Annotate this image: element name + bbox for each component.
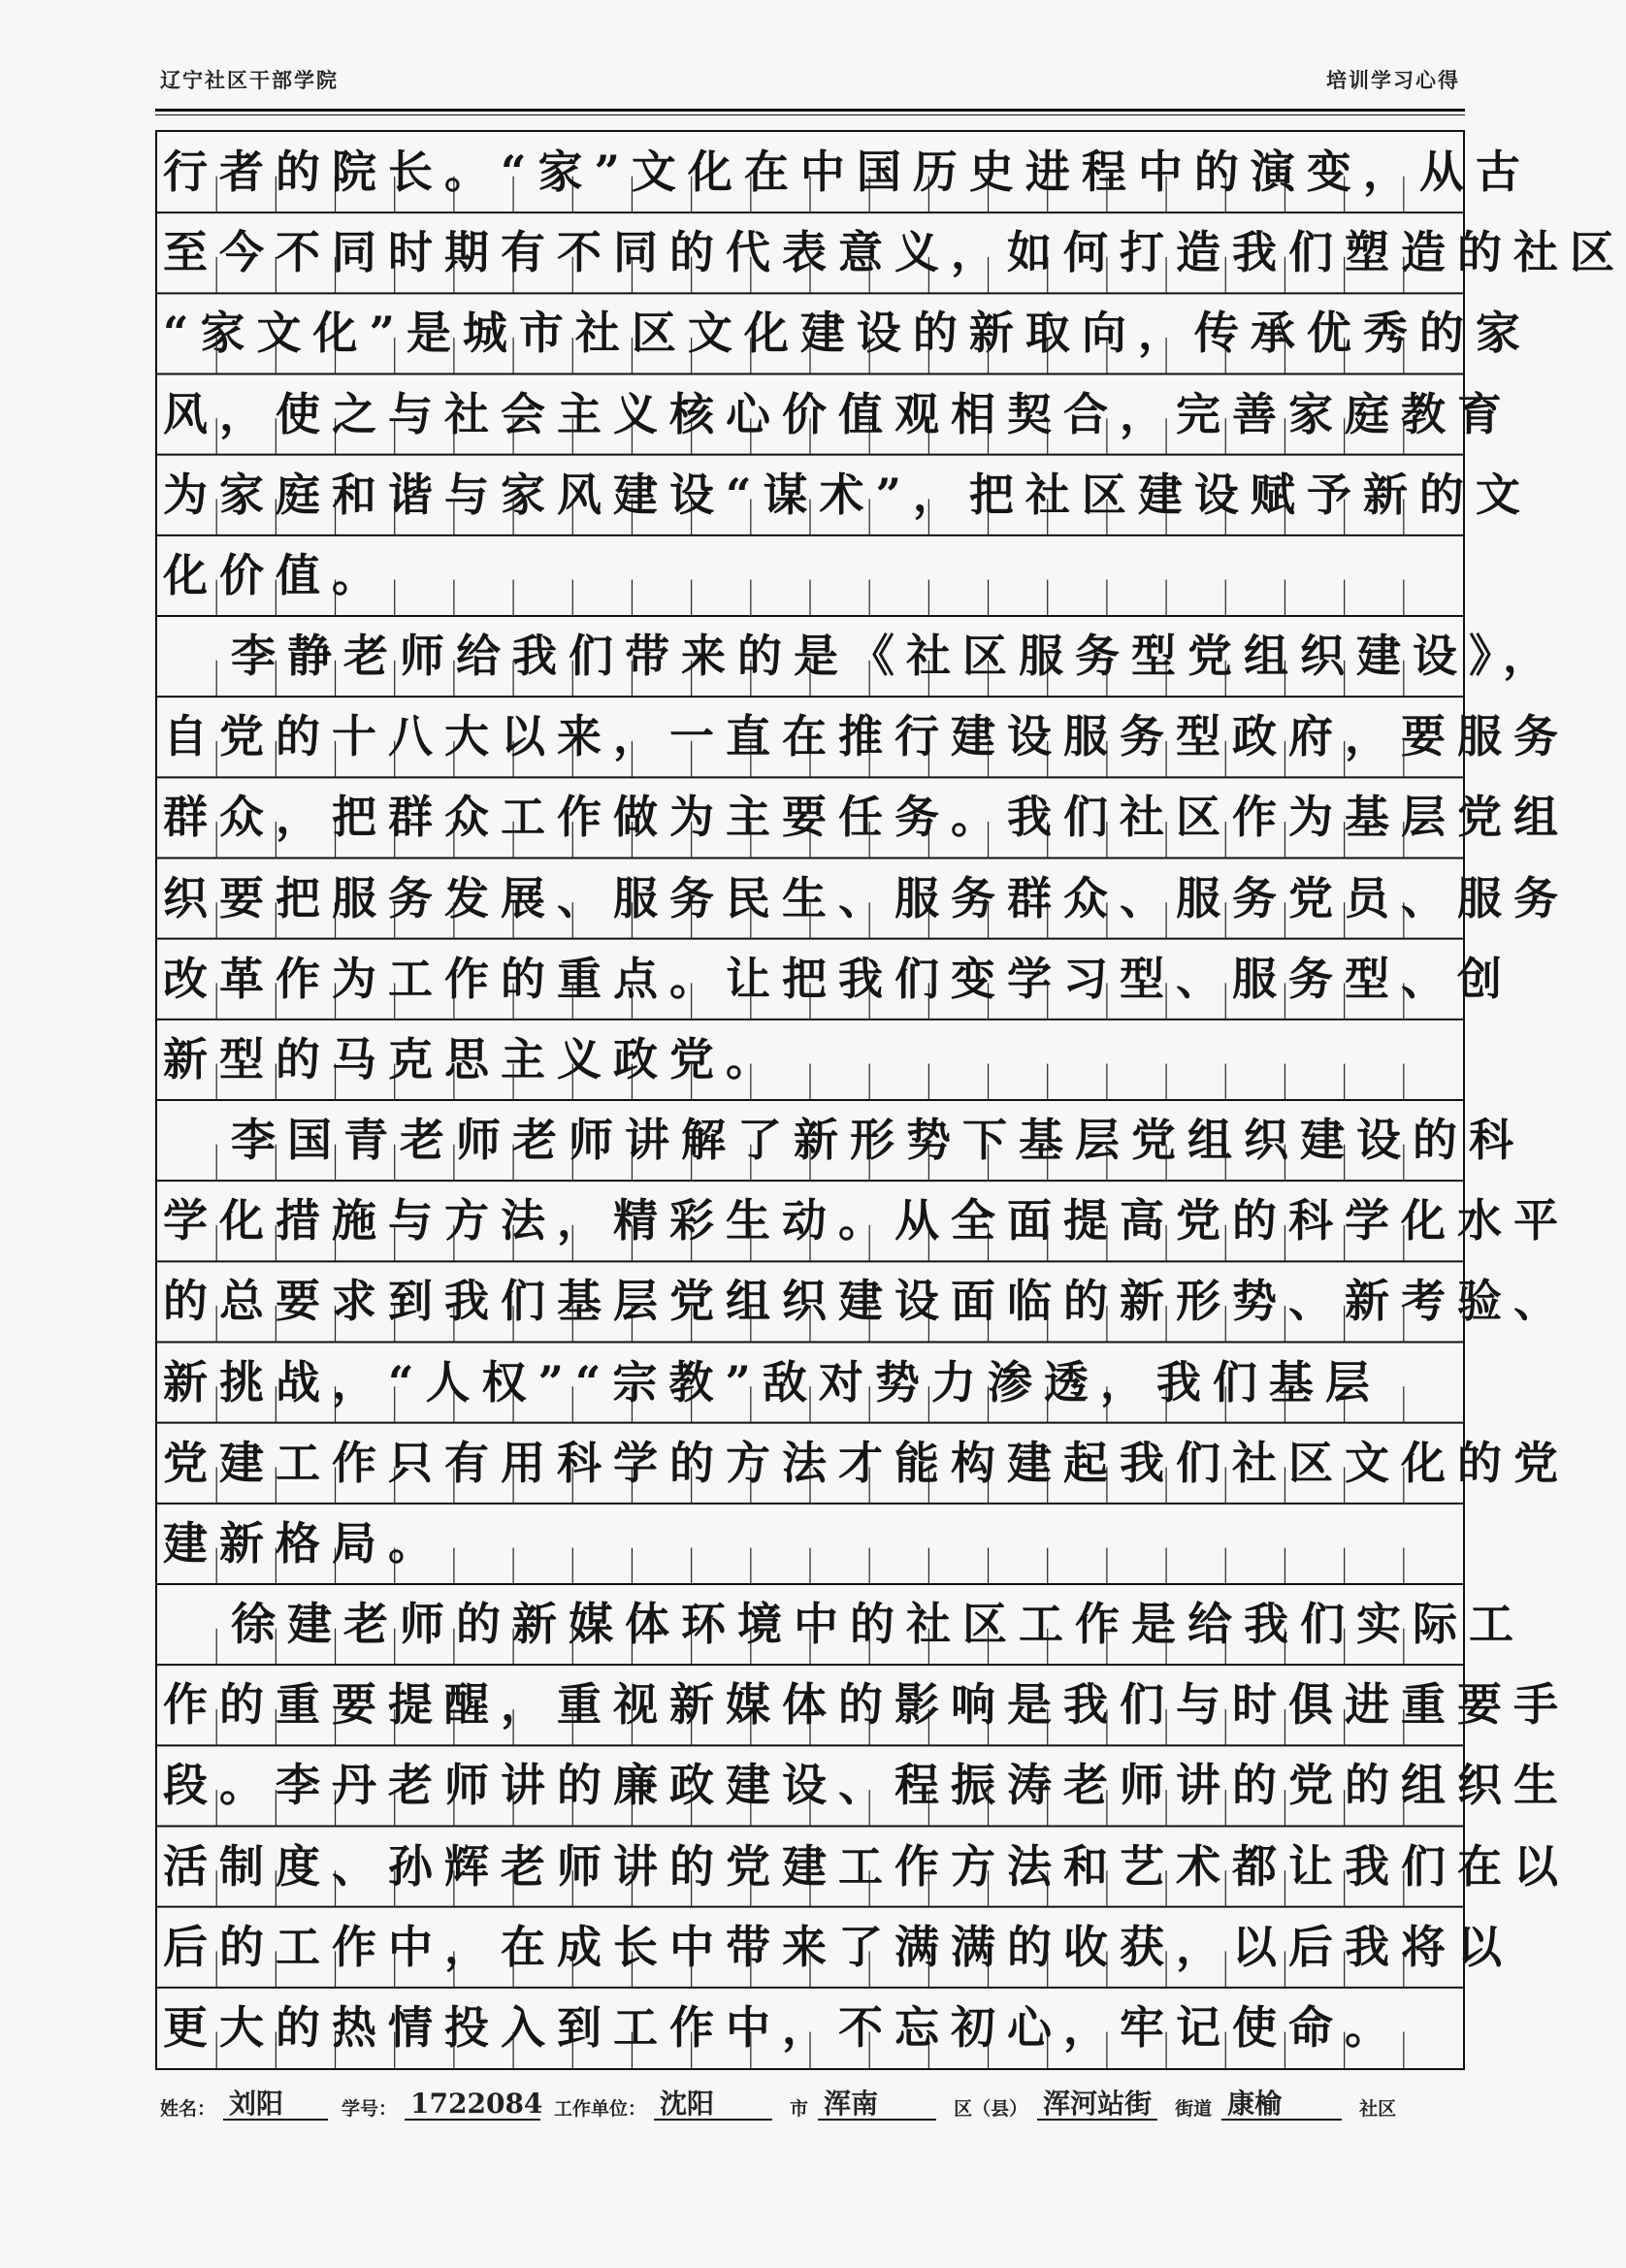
city-label: 市 <box>790 2098 809 2120</box>
student-id-label: 学号： <box>341 2098 398 2120</box>
community-label: 社区 <box>1359 2098 1397 2120</box>
handwritten-line: 更大的热情投入到工作中，不忘初心，牢记使命。 <box>163 2000 1401 2054</box>
community-value: 康榆 <box>1221 2090 1342 2121</box>
handwritten-line: 李静老师给我们带来的是《社区服务型党组织建设》， <box>231 630 1559 682</box>
handwritten-line: 改革作为工作的重点。让把我们变学习型、服务型、创 <box>163 952 1513 1005</box>
header-rule <box>155 109 1465 112</box>
handwritten-line: 为家庭和谐与家风建设“谋术”，把社区建设赋予新的文 <box>163 468 1532 521</box>
document-title: 培训学习心得 <box>1326 68 1460 92</box>
handwritten-text <box>157 132 1626 2068</box>
handwritten-line: 自党的十八大以来，一直在推行建设服务型政府，要服务 <box>163 710 1570 763</box>
street-value: 浑河站街 <box>1037 2090 1157 2121</box>
handwritten-line: 党建工作只有用科学的方法才能构建起我们社区文化的党 <box>163 1436 1570 1489</box>
handwritten-line: 新型的马克思主义政党。 <box>163 1032 782 1085</box>
handwritten-line: 至今不同时期有不同的代表意义，如何打造我们塑造的社区 <box>163 226 1626 279</box>
handwritten-line: 学化措施与方法，精彩生动。从全面提高党的科学化水平 <box>163 1194 1570 1247</box>
handwritten-line: 的总要求到我们基层党组织建设面临的新形势、新考验、 <box>163 1275 1570 1328</box>
handwritten-line: 后的工作中，在成长中带来了满满的收获，以后我将以 <box>163 1920 1513 1973</box>
manuscript-grid <box>155 130 1626 2070</box>
district-value: 浑南 <box>818 2090 936 2121</box>
header-rule-thin <box>155 114 1465 115</box>
name-value: 刘阳 <box>223 2090 328 2121</box>
handwritten-line: 化价值。 <box>163 548 388 601</box>
handwritten-line: 建新格局。 <box>163 1516 444 1570</box>
handwritten-line: 行者的院长。“家”文化在中国历史进程中的演变，从古 <box>163 146 1532 198</box>
handwritten-line: 风，使之与社会主义核心价值观相契合，完善家庭教育 <box>163 387 1513 440</box>
handwritten-line: 群众，把群众工作做为主要任务。我们社区作为基层党组 <box>163 791 1570 844</box>
street-label: 街道 <box>1175 2098 1213 2120</box>
district-label: 区（县） <box>954 2098 1028 2120</box>
handwritten-line: 徐建老师的新媒体环境中的社区工作是给我们实际工 <box>231 1598 1525 1650</box>
handwritten-line: 李国青老师老师讲解了新形势下基层党组织建设的科 <box>231 1114 1525 1166</box>
name-label: 姓名： <box>160 2098 216 2120</box>
handwritten-line: 活制度、孙辉老师讲的党建工作方法和艺术都让我们在以 <box>163 1839 1570 1893</box>
handwritten-line: “家文化”是城市社区文化建设的新取向，传承优秀的家 <box>163 307 1532 360</box>
student-id-value: 1722084 <box>405 2090 540 2121</box>
work-unit-label: 工作单位： <box>554 2098 647 2120</box>
institution-name: 辽宁社区干部学院 <box>160 68 339 92</box>
handwritten-line: 织要把服务发展、服务民生、服务群众、服务党员、服务 <box>163 871 1570 924</box>
handwritten-line: 新挑战，“人权”“宗教”敌对势力渗透，我们基层 <box>163 1355 1382 1409</box>
handwritten-line: 作的重要提醒，重视新媒体的影响是我们与时俱进重要手 <box>163 1678 1570 1732</box>
handwritten-line: 段。李丹老师讲的廉政建设、程振涛老师讲的党的组织生 <box>163 1759 1570 1812</box>
page-header <box>160 60 1460 99</box>
footer-info <box>160 2082 1460 2121</box>
city-value: 沈阳 <box>654 2090 772 2121</box>
